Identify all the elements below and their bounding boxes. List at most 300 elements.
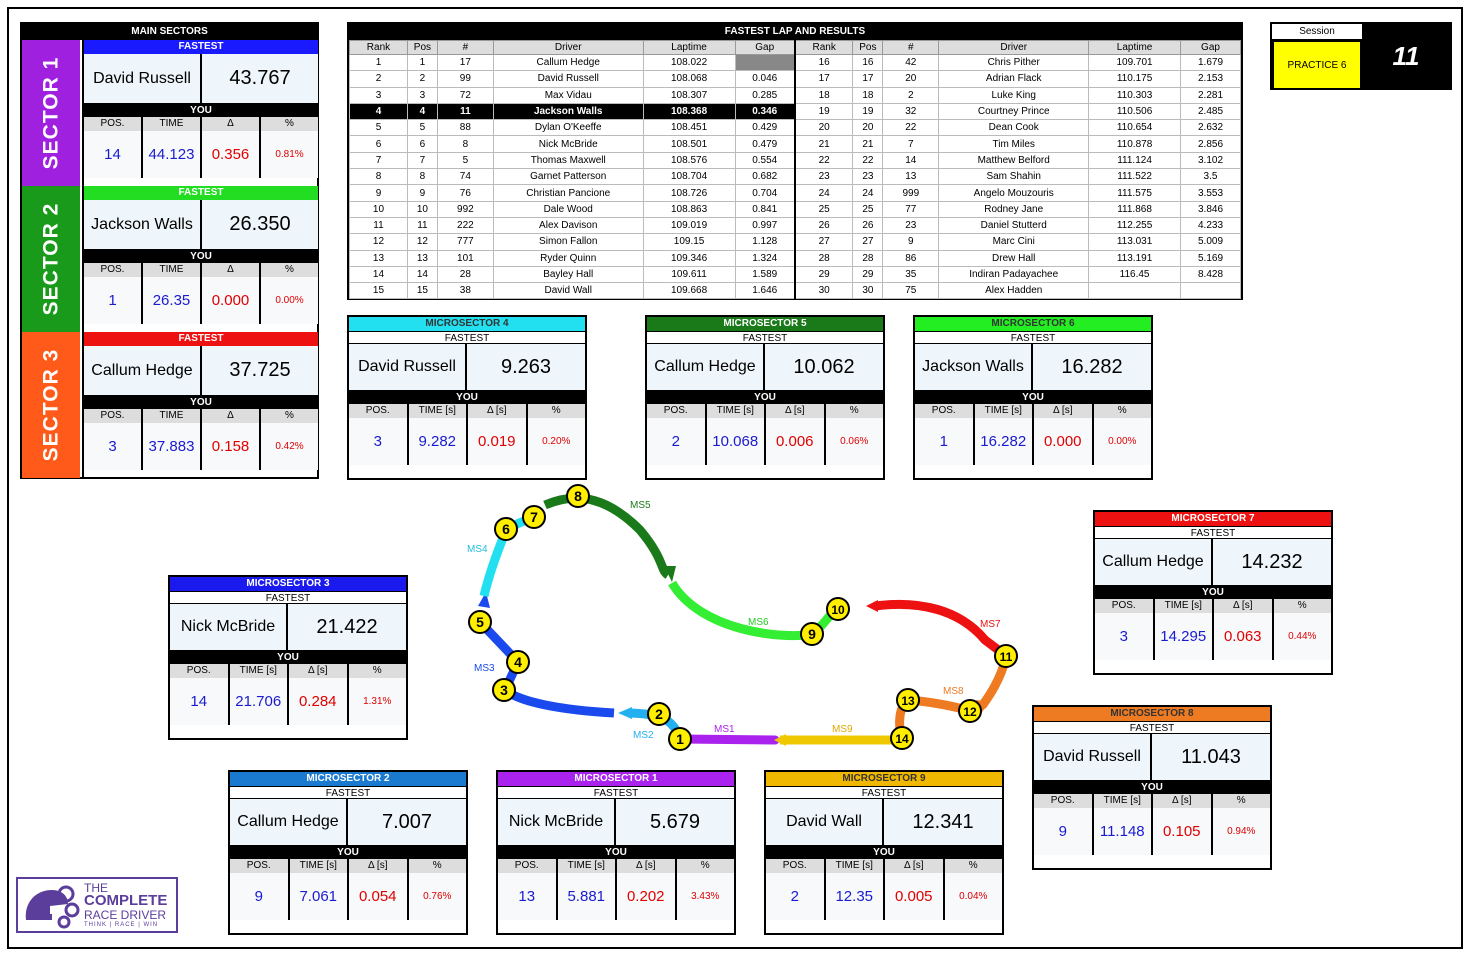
ms9-you-label: YOU xyxy=(766,846,1002,859)
table-cell: 2 xyxy=(350,71,408,87)
table-cell: 9 xyxy=(883,234,939,250)
main-sectors-title: MAIN SECTORS xyxy=(22,24,317,40)
table-cell: 101 xyxy=(437,250,493,266)
table-cell: 1.324 xyxy=(735,250,795,266)
ms9-pct: 0.04% xyxy=(945,873,1003,920)
ms7-delta: 0.063 xyxy=(1214,613,1272,660)
ms9-hdr-pct: % xyxy=(945,859,1003,873)
helmet-gear-icon xyxy=(20,880,82,932)
corner-marker-6 xyxy=(495,518,517,540)
results-panel xyxy=(347,22,1243,300)
ms5-values-row xyxy=(647,418,883,465)
table-cell: 77 xyxy=(883,201,939,217)
ms1-fastest-label: FASTEST xyxy=(498,786,734,799)
table-cell: 0.046 xyxy=(735,71,795,87)
ms3-time: 21.422 xyxy=(288,604,406,650)
ms4-fastest-row xyxy=(349,344,585,391)
ms7-you-label: YOU xyxy=(1095,586,1331,599)
table-cell: 5 xyxy=(407,120,437,136)
ms3-hdr-time: TIME [s] xyxy=(230,664,288,678)
table-cell: 0.704 xyxy=(735,185,795,201)
corner-marker-11 xyxy=(995,645,1017,667)
table-cell: 110.654 xyxy=(1089,120,1181,136)
table-cell: 23 xyxy=(853,169,883,185)
sector-3-header-row xyxy=(84,409,318,423)
table-cell: 76 xyxy=(437,185,493,201)
table-cell: 0.346 xyxy=(735,103,795,119)
table-cell: 18 xyxy=(853,87,883,103)
corner-number: 11 xyxy=(999,650,1013,664)
results-body xyxy=(350,55,1241,299)
sector-1-label: SECTOR 1 xyxy=(39,56,62,170)
table-cell: Chris Pither xyxy=(939,55,1089,71)
ms2-hdr-delta: Δ [s] xyxy=(349,859,407,873)
sector-2-hdr-time: TIME xyxy=(143,263,200,277)
table-cell: 21 xyxy=(795,136,853,152)
ms8-header-row xyxy=(1034,794,1270,808)
sector-3-label-cell xyxy=(22,332,80,478)
ms1-hdr-pos: POS. xyxy=(498,859,556,873)
table-cell: 4.233 xyxy=(1181,217,1241,233)
corner-marker-9 xyxy=(801,623,823,645)
table-cell: Christian Pancione xyxy=(493,185,643,201)
table-cell: 108.368 xyxy=(643,103,735,119)
table-cell: 108.726 xyxy=(643,185,735,201)
table-cell: Courtney Prince xyxy=(939,103,1089,119)
results-header-row xyxy=(350,41,1241,55)
sector-2-fastest-time: 26.350 xyxy=(202,200,318,249)
table-cell: Rodney Jane xyxy=(939,201,1089,217)
microsector-card-ms1 xyxy=(496,770,736,935)
sector-2-fastest-label: FASTEST xyxy=(84,186,318,200)
table-cell: 16 xyxy=(853,55,883,71)
table-cell: 7 xyxy=(883,136,939,152)
table-cell: 72 xyxy=(437,87,493,103)
ms8-hdr-delta: Δ [s] xyxy=(1153,794,1211,808)
ms7-hdr-time: TIME [s] xyxy=(1155,599,1213,613)
sector-2-you-label: YOU xyxy=(84,250,318,263)
corner-marker-5 xyxy=(469,611,491,633)
ms6-you-time: 16.282 xyxy=(975,418,1033,465)
ms8-hdr-pos: POS. xyxy=(1034,794,1092,808)
ms6-title: MICROSECTOR 6 xyxy=(915,317,1151,331)
table-cell: 0.479 xyxy=(735,136,795,152)
ms5-time: 10.062 xyxy=(765,344,883,390)
ms2-you-time: 7.061 xyxy=(290,873,348,920)
corner-number: 1 xyxy=(676,731,684,747)
table-cell: 28 xyxy=(853,250,883,266)
ms6-hdr-delta: Δ [s] xyxy=(1034,404,1092,418)
track-label-ms3: MS3 xyxy=(474,663,495,674)
corner-marker-2 xyxy=(648,703,670,725)
table-cell: Simon Fallon xyxy=(493,234,643,250)
table-cell: 0.841 xyxy=(735,201,795,217)
corner-marker-12 xyxy=(959,700,981,722)
table-cell: Marc Cini xyxy=(939,234,1089,250)
ms6-pct: 0.00% xyxy=(1094,418,1152,465)
table-cell: 19 xyxy=(795,103,853,119)
session-value: PRACTICE 6 xyxy=(1274,42,1360,88)
table-cell: Dean Cook xyxy=(939,120,1089,136)
table-cell: 24 xyxy=(853,185,883,201)
table-cell: 0.429 xyxy=(735,120,795,136)
table-cell: 999 xyxy=(883,185,939,201)
sector-3-body xyxy=(82,332,318,478)
table-cell: 109.346 xyxy=(643,250,735,266)
table-cell: 108.451 xyxy=(643,120,735,136)
corner-marker-13 xyxy=(897,689,919,711)
ms1-you-time: 5.881 xyxy=(558,873,616,920)
table-cell: 18 xyxy=(795,87,853,103)
table-cell: 74 xyxy=(437,169,493,185)
ms1-you-label: YOU xyxy=(498,846,734,859)
table-cell: 20 xyxy=(853,120,883,136)
table-cell: 5.169 xyxy=(1181,250,1241,266)
table-cell: Alex Hadden xyxy=(939,283,1089,299)
table-cell: 777 xyxy=(437,234,493,250)
table-cell: 12 xyxy=(407,234,437,250)
table-cell: 3 xyxy=(407,87,437,103)
table-cell: 2.153 xyxy=(1181,71,1241,87)
sector-2-label: SECTOR 2 xyxy=(39,202,62,316)
track-label-ms2: MS2 xyxy=(633,730,654,741)
microsector-card-ms9 xyxy=(764,770,1004,935)
table-cell: 111.522 xyxy=(1089,169,1181,185)
ms9-header-row xyxy=(766,859,1002,873)
ms4-values-row xyxy=(349,418,585,465)
ms7-driver: Callum Hedge xyxy=(1095,539,1213,585)
ms9-hdr-time: TIME [s] xyxy=(826,859,884,873)
sector-1-row xyxy=(22,40,317,186)
table-cell: 23 xyxy=(795,169,853,185)
table-cell: 26 xyxy=(795,217,853,233)
ms6-values-row xyxy=(915,418,1151,465)
ms4-driver: David Russell xyxy=(349,344,467,390)
table-cell: 113.031 xyxy=(1089,234,1181,250)
table-cell: 11 xyxy=(407,217,437,233)
table-cell: 10 xyxy=(350,201,408,217)
table-cell: 0.285 xyxy=(735,87,795,103)
table-cell: Thomas Maxwell xyxy=(493,152,643,168)
ms9-pos: 2 xyxy=(766,873,824,920)
table-cell: 14 xyxy=(883,152,939,168)
table-cell: 1.128 xyxy=(735,234,795,250)
ms4-pos: 3 xyxy=(349,418,407,465)
ms7-hdr-pct: % xyxy=(1274,599,1332,613)
corner-number: 12 xyxy=(963,705,977,719)
ms5-fastest-row xyxy=(647,344,883,391)
ms5-hdr-time: TIME [s] xyxy=(707,404,765,418)
microsector-card-ms5 xyxy=(645,315,885,480)
table-cell: David Russell xyxy=(493,71,643,87)
table-cell: Bayley Hall xyxy=(493,266,643,282)
table-cell: Indiran Padayachee xyxy=(939,266,1089,282)
track-label-ms9: MS9 xyxy=(832,724,853,735)
ms6-header-row xyxy=(915,404,1151,418)
session-number: 11 xyxy=(1392,40,1420,71)
sector-1-you-label: YOU xyxy=(84,104,318,117)
table-cell: 1.679 xyxy=(1181,55,1241,71)
table-cell: Max Vidau xyxy=(493,87,643,103)
table-cell: 42 xyxy=(883,55,939,71)
ms9-you-time: 12.35 xyxy=(826,873,884,920)
sector-1-pct: 0.81% xyxy=(261,131,318,178)
sector-3-fastest-row xyxy=(84,346,318,396)
ms4-hdr-pos: POS. xyxy=(349,404,407,418)
ms5-fastest-label: FASTEST xyxy=(647,331,883,344)
table-cell: Alex Davison xyxy=(493,217,643,233)
table-cell: 86 xyxy=(883,250,939,266)
ms7-title: MICROSECTOR 7 xyxy=(1095,512,1331,526)
sector-3-values-row xyxy=(84,423,318,470)
table-cell: 8 xyxy=(350,169,408,185)
table-cell: Daniel Stutterd xyxy=(939,217,1089,233)
ms8-hdr-pct: % xyxy=(1213,794,1271,808)
ms2-pct: 0.76% xyxy=(409,873,467,920)
table-cell: Callum Hedge xyxy=(493,55,643,71)
table-cell: 11 xyxy=(437,103,493,119)
ms3-delta: 0.284 xyxy=(289,678,347,725)
table-cell: 0.997 xyxy=(735,217,795,233)
table-cell: Dale Wood xyxy=(493,201,643,217)
table-cell: 222 xyxy=(437,217,493,233)
ms9-delta: 0.005 xyxy=(885,873,943,920)
sector-3-fastest-label: FASTEST xyxy=(84,332,318,346)
ms3-driver: Nick McBride xyxy=(170,604,288,650)
table-cell: 1 xyxy=(350,55,408,71)
sector-3-hdr-time: TIME xyxy=(143,409,200,423)
table-row xyxy=(350,152,1241,168)
table-cell xyxy=(1089,283,1181,299)
sector-2-hdr-delta: Δ xyxy=(202,263,259,277)
sector-2-fastest-driver: Jackson Walls xyxy=(84,200,202,249)
ms5-header-row xyxy=(647,404,883,418)
ms7-pos: 3 xyxy=(1095,613,1153,660)
table-cell: 108.022 xyxy=(643,55,735,71)
table-cell: 4 xyxy=(407,103,437,119)
sector-2-hdr-pct: % xyxy=(261,263,318,277)
results-header-cell: Rank xyxy=(350,41,408,55)
table-cell: 111.575 xyxy=(1089,185,1181,201)
ms6-delta: 0.000 xyxy=(1034,418,1092,465)
table-cell: 110.303 xyxy=(1089,87,1181,103)
ms2-header-row xyxy=(230,859,466,873)
session-panel xyxy=(1270,22,1452,90)
table-cell: 25 xyxy=(853,201,883,217)
ms4-time: 9.263 xyxy=(467,344,585,390)
table-cell: 108.501 xyxy=(643,136,735,152)
table-cell: 16 xyxy=(795,55,853,71)
ms9-title: MICROSECTOR 9 xyxy=(766,772,1002,786)
corner-number: 14 xyxy=(895,732,909,746)
results-header-cell: Driver xyxy=(939,41,1089,55)
ms1-hdr-delta: Δ [s] xyxy=(617,859,675,873)
corner-number: 8 xyxy=(574,488,582,504)
table-cell: 99 xyxy=(437,71,493,87)
track-label-ms5: MS5 xyxy=(630,500,651,511)
table-cell: 8 xyxy=(437,136,493,152)
corner-marker-8 xyxy=(567,485,589,507)
table-cell: 17 xyxy=(437,55,493,71)
table-cell: 28 xyxy=(437,266,493,282)
ms8-hdr-time: TIME [s] xyxy=(1094,794,1152,808)
sector-3-row xyxy=(22,332,317,478)
ms5-delta: 0.006 xyxy=(766,418,824,465)
table-cell: 109.611 xyxy=(643,266,735,282)
ms7-pct: 0.44% xyxy=(1274,613,1332,660)
results-table xyxy=(349,40,1241,299)
table-cell: 2 xyxy=(407,71,437,87)
table-cell: 26 xyxy=(853,217,883,233)
table-cell: 113.191 xyxy=(1089,250,1181,266)
table-cell: 109.668 xyxy=(643,283,735,299)
sector-3-label: SECTOR 3 xyxy=(39,348,62,462)
table-cell: 20 xyxy=(795,120,853,136)
table-cell: 9 xyxy=(350,185,408,201)
table-cell: 3.846 xyxy=(1181,201,1241,217)
ms3-values-row xyxy=(170,678,406,725)
ms3-pos: 14 xyxy=(170,678,228,725)
ms8-time: 11.043 xyxy=(1152,734,1270,780)
corner-number: 6 xyxy=(502,521,510,537)
table-cell: 1.589 xyxy=(735,266,795,282)
table-cell: 108.307 xyxy=(643,87,735,103)
table-cell: 110.175 xyxy=(1089,71,1181,87)
ms1-header-row xyxy=(498,859,734,873)
ms5-hdr-delta: Δ [s] xyxy=(766,404,824,418)
table-cell: 108.068 xyxy=(643,71,735,87)
ms6-hdr-pos: POS. xyxy=(915,404,973,418)
ms6-driver: Jackson Walls xyxy=(915,344,1033,390)
logo-line3: RACE DRIVER xyxy=(84,908,167,922)
logo-line2: COMPLETE xyxy=(84,892,168,909)
table-cell: 5 xyxy=(437,152,493,168)
ms9-hdr-delta: Δ [s] xyxy=(885,859,943,873)
ms8-pct: 0.94% xyxy=(1213,808,1271,855)
ms6-hdr-time: TIME [s] xyxy=(975,404,1033,418)
results-header-cell: Gap xyxy=(735,41,795,55)
logo xyxy=(16,877,178,933)
sector-1-time: 44.123 xyxy=(143,131,200,178)
table-cell: 35 xyxy=(883,266,939,282)
table-cell: 15 xyxy=(350,283,408,299)
track-label-ms8: MS8 xyxy=(943,686,964,697)
sectors-wrap xyxy=(22,40,317,477)
table-cell: 10 xyxy=(407,201,437,217)
results-header-cell: Laptime xyxy=(643,41,735,55)
ms5-you-time: 10.068 xyxy=(707,418,765,465)
track-label-ms4: MS4 xyxy=(467,544,488,555)
table-cell: 14 xyxy=(407,266,437,282)
table-cell: 4 xyxy=(350,103,408,119)
ms8-title: MICROSECTOR 8 xyxy=(1034,707,1270,721)
table-cell: 0.554 xyxy=(735,152,795,168)
ms8-you-time: 11.148 xyxy=(1094,808,1152,855)
sector-2-fastest-row xyxy=(84,200,318,250)
table-cell: 108.704 xyxy=(643,169,735,185)
table-cell: 30 xyxy=(795,283,853,299)
table-row xyxy=(350,234,1241,250)
table-cell: 992 xyxy=(437,201,493,217)
ms7-hdr-pos: POS. xyxy=(1095,599,1153,613)
ms5-pos: 2 xyxy=(647,418,705,465)
table-cell: 12 xyxy=(350,234,408,250)
table-cell: 2.632 xyxy=(1181,120,1241,136)
ms5-driver: Callum Hedge xyxy=(647,344,765,390)
corner-number: 3 xyxy=(500,682,508,698)
ms8-values-row xyxy=(1034,808,1270,855)
table-cell: 109.15 xyxy=(643,234,735,250)
table-cell: Ryder Quinn xyxy=(493,250,643,266)
table-cell: Garnet Patterson xyxy=(493,169,643,185)
table-cell: 110.506 xyxy=(1089,103,1181,119)
sector-1-fastest-driver: David Russell xyxy=(84,54,202,103)
table-cell: 21 xyxy=(853,136,883,152)
sector-2-pct: 0.00% xyxy=(261,277,318,324)
ms4-fastest-label: FASTEST xyxy=(349,331,585,344)
results-header-cell: Pos xyxy=(853,41,883,55)
table-cell: Matthew Belford xyxy=(939,152,1089,168)
corner-number: 10 xyxy=(831,603,845,617)
table-cell: David Wall xyxy=(493,283,643,299)
table-cell: 27 xyxy=(795,234,853,250)
ms4-hdr-pct: % xyxy=(528,404,586,418)
ms2-pos: 9 xyxy=(230,873,288,920)
ms2-fastest-label: FASTEST xyxy=(230,786,466,799)
ms2-title: MICROSECTOR 2 xyxy=(230,772,466,786)
sector-1-delta: 0.356 xyxy=(202,131,259,178)
table-cell: 28 xyxy=(795,250,853,266)
table-cell: 22 xyxy=(795,152,853,168)
corner-marker-7 xyxy=(523,506,545,528)
sector-3-you-label: YOU xyxy=(84,396,318,409)
table-cell: 3 xyxy=(350,87,408,103)
table-row xyxy=(350,266,1241,282)
table-cell: 1 xyxy=(407,55,437,71)
table-cell: 1.646 xyxy=(735,283,795,299)
table-cell: 8 xyxy=(407,169,437,185)
sector-3-hdr-pos: POS. xyxy=(84,409,141,423)
table-cell: 109.019 xyxy=(643,217,735,233)
ms9-driver: David Wall xyxy=(766,799,884,845)
sector-1-fastest-label: FASTEST xyxy=(84,40,318,54)
ms7-header-row xyxy=(1095,599,1331,613)
corner-number: 7 xyxy=(530,509,538,525)
sector-1-label-cell xyxy=(22,40,80,186)
results-header-cell: # xyxy=(883,41,939,55)
table-cell: Nick McBride xyxy=(493,136,643,152)
results-header-cell: Rank xyxy=(795,41,853,55)
table-cell: 11 xyxy=(350,217,408,233)
sector-3-delta: 0.158 xyxy=(202,423,259,470)
corner-marker-10 xyxy=(827,598,849,620)
ms1-time: 5.679 xyxy=(616,799,734,845)
table-cell: 2.281 xyxy=(1181,87,1241,103)
ms1-pos: 13 xyxy=(498,873,556,920)
ms4-hdr-delta: Δ [s] xyxy=(468,404,526,418)
microsector-card-ms7 xyxy=(1093,510,1333,675)
ms9-hdr-pos: POS. xyxy=(766,859,824,873)
ms4-title: MICROSECTOR 4 xyxy=(349,317,585,331)
track-ms1 xyxy=(680,739,775,740)
ms4-delta: 0.019 xyxy=(468,418,526,465)
microsector-card-ms6 xyxy=(913,315,1153,480)
table-cell: 22 xyxy=(883,120,939,136)
table-cell: 30 xyxy=(853,283,883,299)
ms5-you-label: YOU xyxy=(647,391,883,404)
table-row xyxy=(350,71,1241,87)
corner-marker-1 xyxy=(669,728,691,750)
